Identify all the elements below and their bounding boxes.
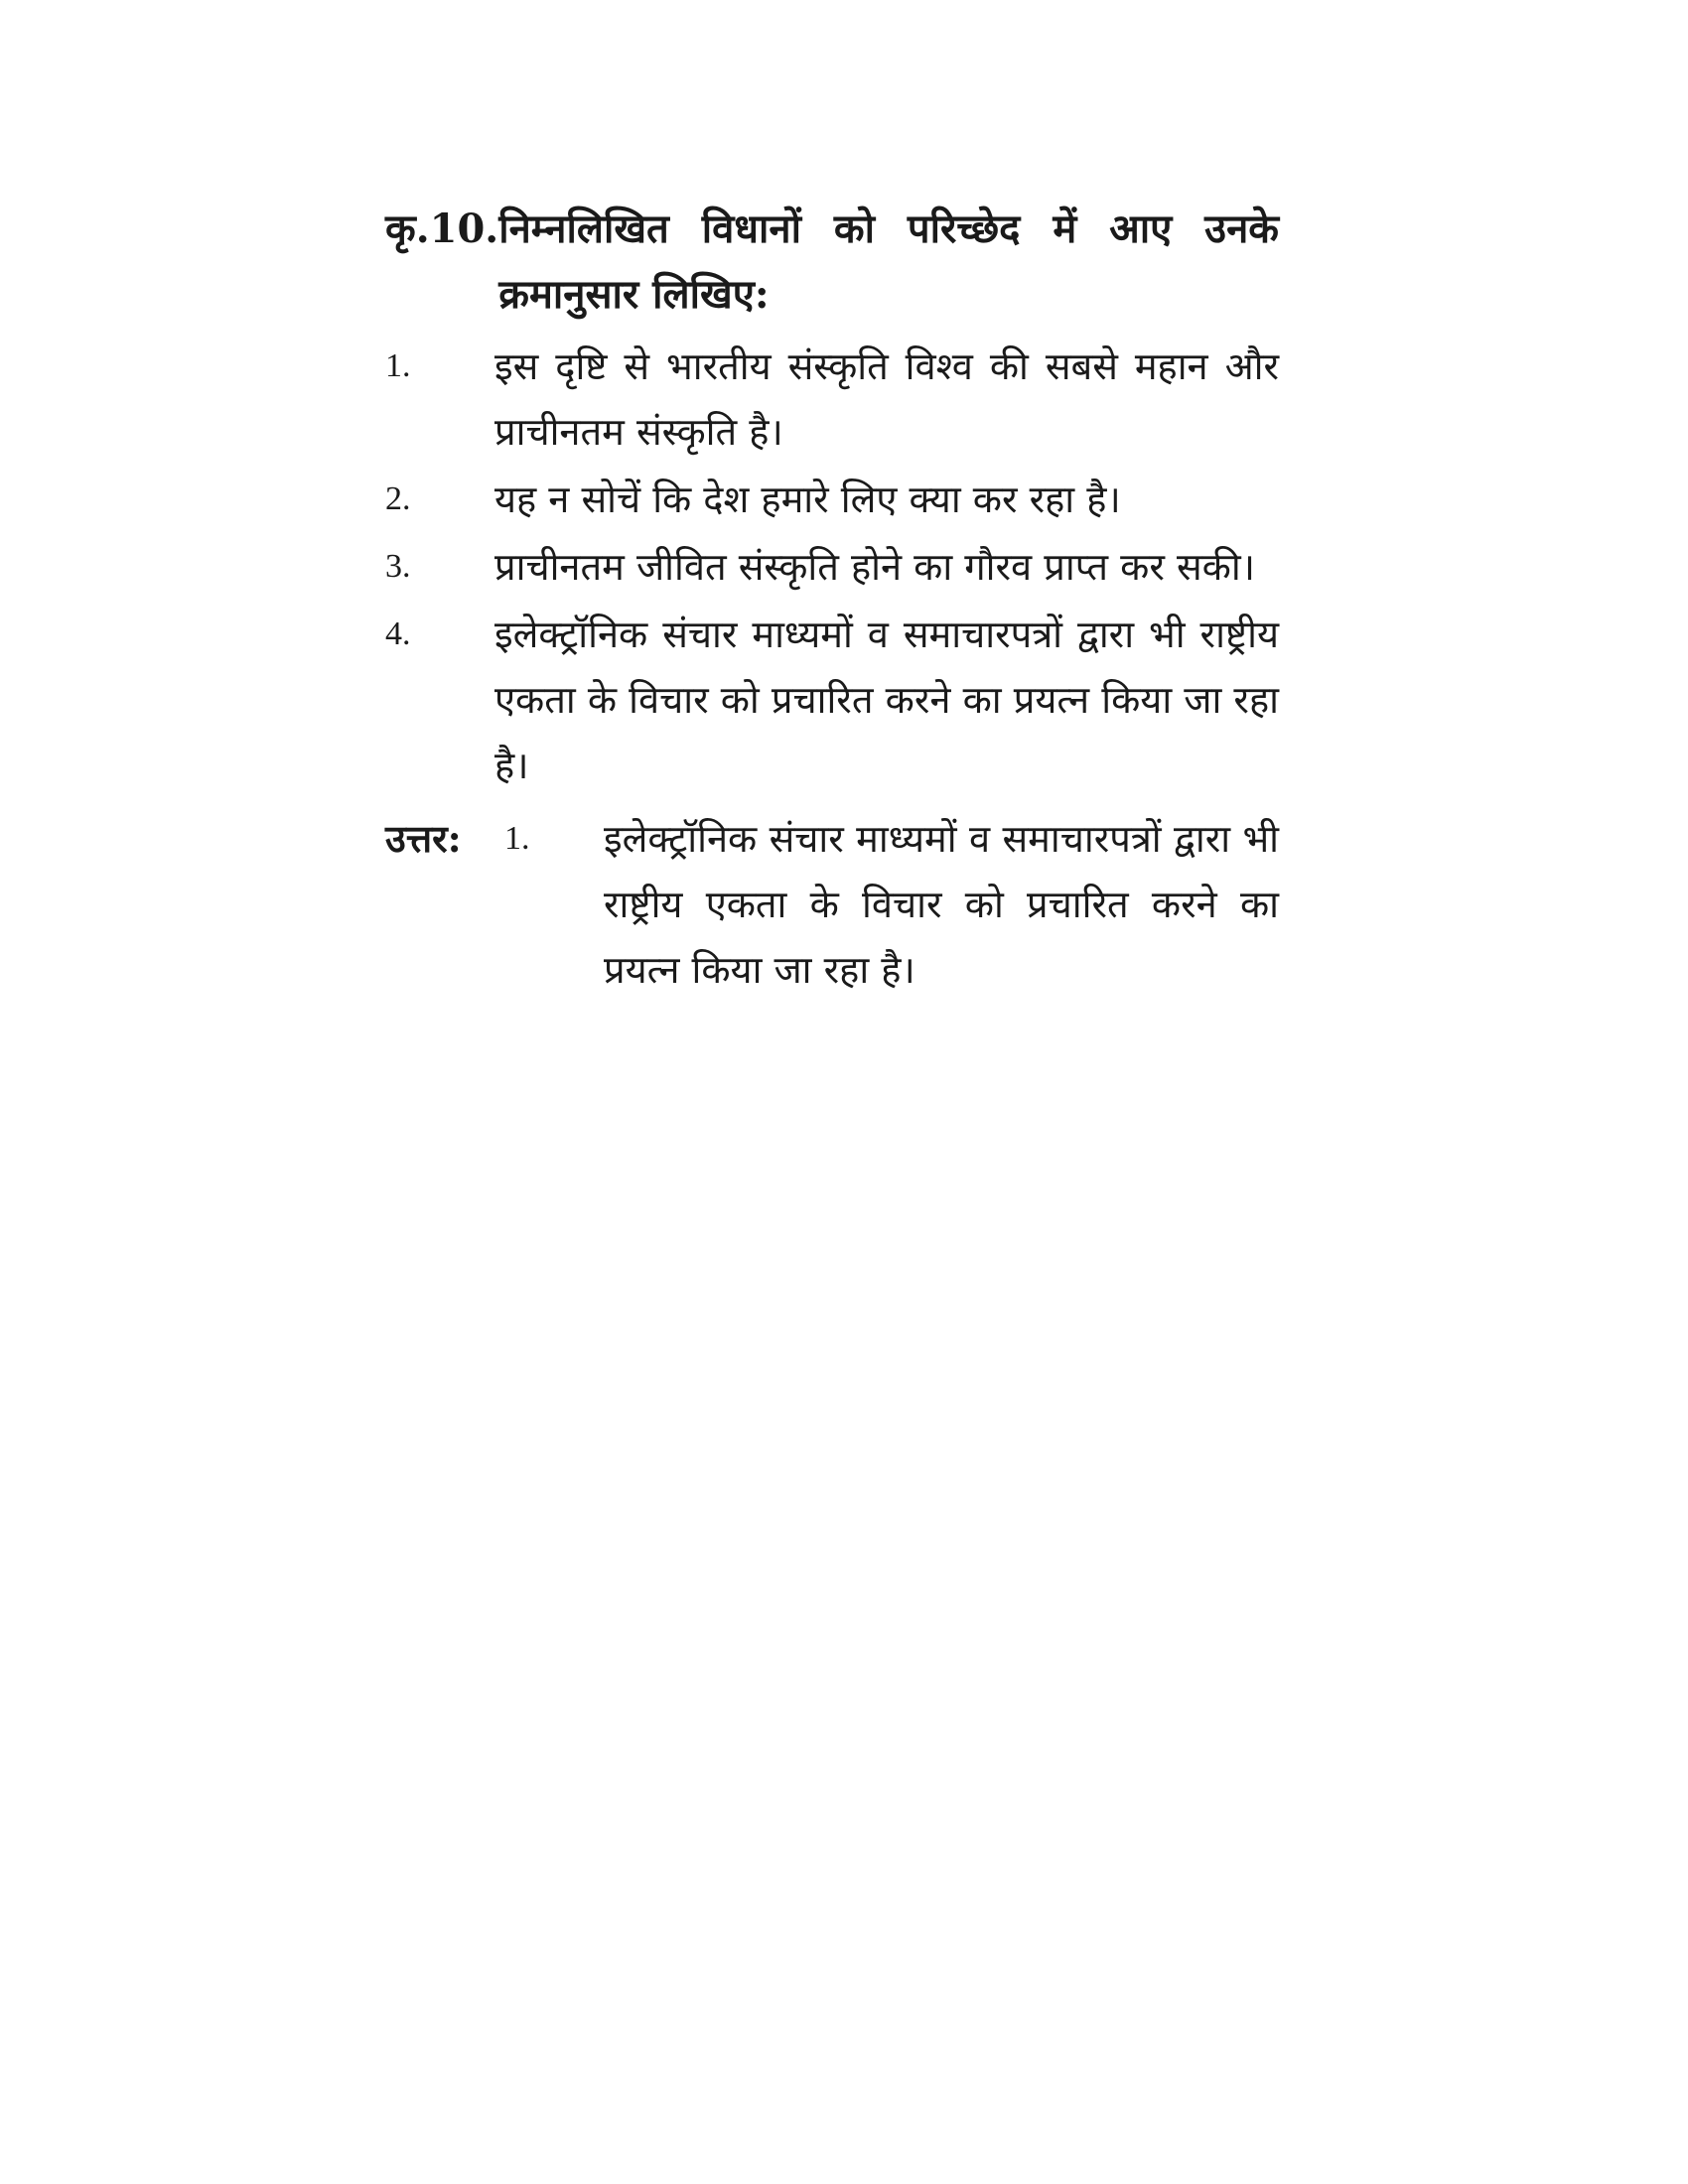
statement-number: 1. [385, 347, 411, 384]
statement-number: 4. [385, 615, 411, 652]
statement-item [385, 467, 1279, 532]
question-text: निम्नलिखित विधानों को परिच्छेद में आए उनके क्रमानुसार लिखिए: [498, 205, 1279, 318]
statement-item [385, 534, 1279, 600]
statement-item [385, 602, 1279, 798]
question-number: कृ.10. [385, 205, 499, 252]
statement-text: यह न सोचें कि देश हमारे लिए क्या कर रहा है। [494, 478, 1121, 521]
statement-item [385, 334, 1279, 465]
question-block [385, 197, 1279, 1003]
statement-text: प्राचीनतम जीवित संस्कृति होने का गौरव प्राप्त कर सकी। [494, 545, 1256, 589]
statement-text: इस दृष्टि से भारतीय संस्कृति विश्व की सबसे महान और प्राचीनतम संस्कृति है। [494, 344, 1279, 454]
answer-text: इलेक्ट्रॉनिक संचार माध्यमों व समाचारपत्रों द्वारा भी राष्ट्रीय एकता के विचार को प्रचारित करने का प्रयत्न किया जा रहा है। [604, 817, 1279, 992]
answer-block [385, 806, 1279, 1003]
question-heading [385, 197, 1279, 328]
statement-text: इलेक्ट्रॉनिक संचार माध्यमों व समाचारपत्रों द्वारा भी राष्ट्रीय एकता के विचार को प्रचारित करने का प्रयत्न किया जा रहा है। [494, 613, 1279, 787]
statement-number: 2. [385, 480, 411, 517]
answer-label: उत्तर: [385, 816, 462, 861]
answer-number: 1. [504, 820, 530, 857]
statement-number: 3. [385, 548, 411, 585]
statement-list [385, 334, 1279, 798]
